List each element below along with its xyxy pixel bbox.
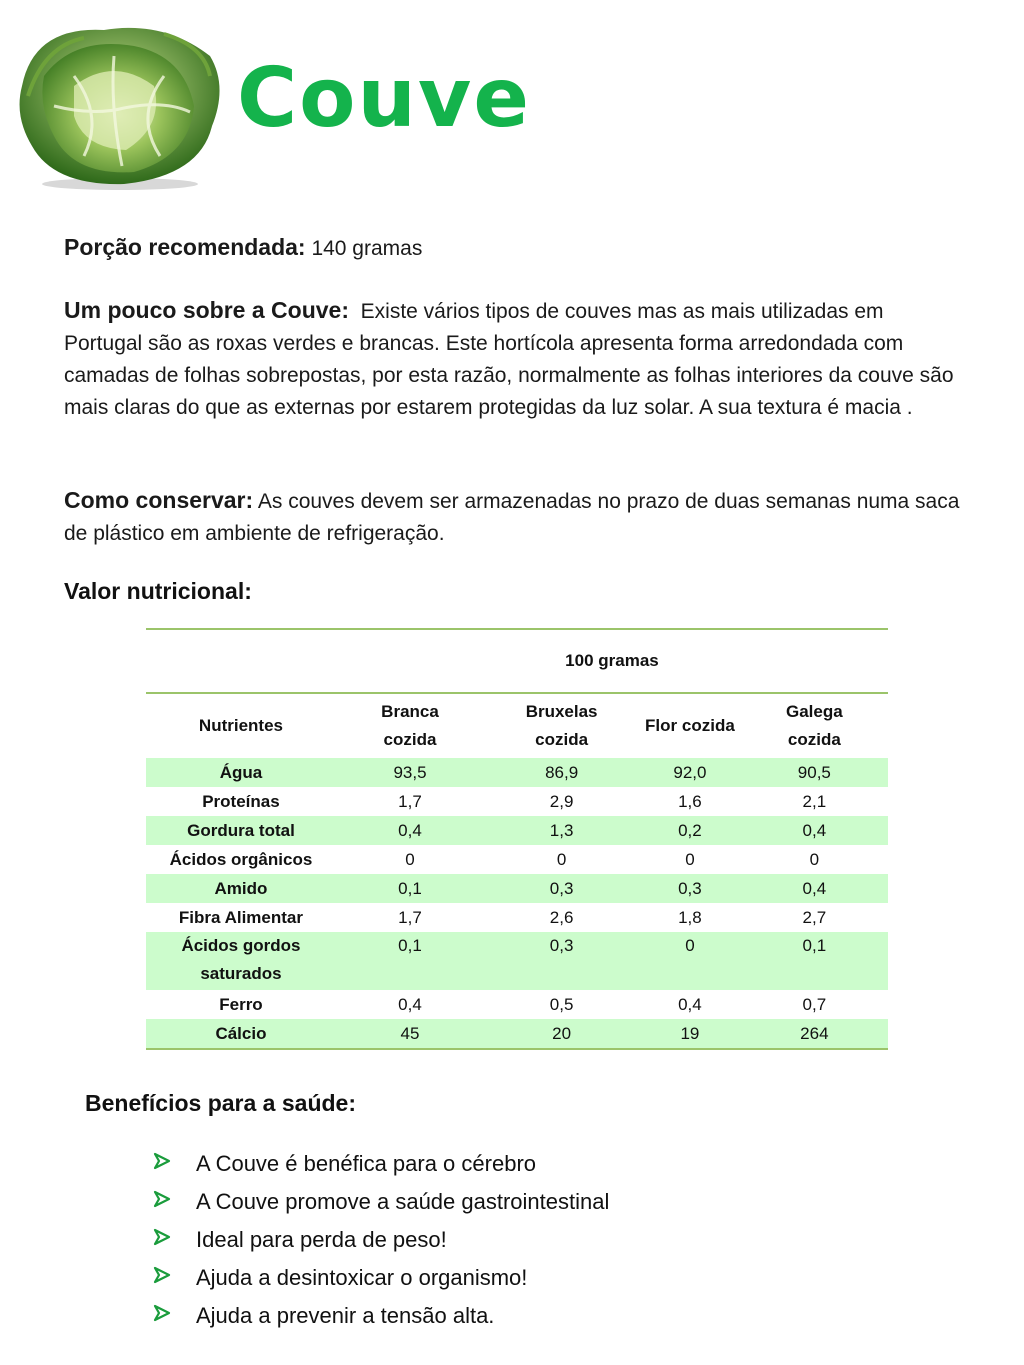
table-cell: 0,3: [639, 874, 741, 903]
nutrient-name: Fibra Alimentar: [178, 907, 303, 927]
list-item: [152, 1259, 609, 1297]
table-cell: 0,7: [802, 994, 827, 1014]
table-cell: 90,5: [741, 758, 888, 787]
benefit-text: Ajuda a desintoxicar o organismo!: [196, 1265, 528, 1290]
list-item: [152, 1145, 609, 1183]
table-row: [146, 990, 888, 1019]
benefit-text: Ideal para perda de peso!: [196, 1227, 447, 1252]
table-cell: 1,7: [398, 791, 422, 811]
table-row: [146, 874, 888, 903]
arrow-bullet-icon: [152, 1297, 196, 1335]
storage-label: Como conservar:: [64, 487, 254, 513]
table-cell: 0,2: [639, 816, 741, 845]
table-cell: 0,4: [678, 994, 702, 1014]
table-cell: 20: [484, 1019, 639, 1049]
table-cell: 0,1: [336, 874, 484, 903]
storage-paragraph: [64, 484, 964, 550]
table-cell: 0,5: [549, 994, 574, 1014]
table-cell: 2,1: [802, 791, 827, 811]
about-label: Um pouco sobre a Couve:: [64, 297, 349, 323]
about-paragraph: [64, 294, 964, 424]
benefit-text: Ajuda a prevenir a tensão alta.: [196, 1303, 495, 1328]
table-cell: 19: [639, 1019, 741, 1049]
table-cell: 93,5: [336, 758, 484, 787]
nutrient-name: Amido: [146, 874, 336, 903]
table-cell: 2,9: [549, 791, 574, 811]
table-cell: 0,1: [741, 932, 888, 990]
table-cell: 1,7: [398, 907, 422, 927]
nutrient-name: Cálcio: [146, 1019, 336, 1049]
table-cell: 0,4: [398, 994, 422, 1014]
column-header: Flor cozida: [645, 716, 735, 735]
arrow-bullet-icon: [152, 1183, 196, 1221]
table-cell: 0: [809, 849, 820, 869]
table-corner-cell: [146, 629, 336, 693]
table-cell: 2,6: [549, 907, 574, 927]
arrow-bullet-icon: [152, 1221, 196, 1259]
table-cell: 0: [556, 849, 567, 869]
arrow-bullet-icon: [152, 1145, 196, 1183]
table-cell: 0,3: [484, 874, 639, 903]
table-cell: 0,3: [484, 932, 639, 990]
column-header: Branca cozida: [381, 702, 439, 749]
table-row: [146, 758, 888, 787]
table-cell: 0: [405, 849, 415, 869]
portion-label: Porção recomendada:: [64, 234, 306, 260]
benefit-text: A Couve promove a saúde gastrointestinal: [196, 1189, 610, 1214]
nutrition-heading: Valor nutricional:: [64, 578, 252, 604]
table-row: [146, 787, 888, 816]
column-header: Nutrientes: [198, 716, 283, 735]
table-cell: 0,1: [336, 932, 484, 990]
table-cell: 45: [336, 1019, 484, 1049]
portion-paragraph: [64, 231, 964, 265]
table-row: [146, 903, 888, 932]
table-cell: 1,3: [484, 816, 639, 845]
column-header: Bruxelas cozida: [525, 702, 598, 749]
table-cell: 1,8: [678, 907, 702, 927]
table-cell: 264: [741, 1019, 888, 1049]
cabbage-icon: [14, 16, 226, 192]
page-title: Couve: [237, 51, 531, 146]
table-row: [146, 845, 888, 874]
table-row: [146, 816, 888, 845]
list-item: [152, 1297, 609, 1335]
table-cell: 0,4: [741, 874, 888, 903]
table-cell: 0: [685, 849, 695, 869]
about-text: Existe vários tipos de couves mas as mais utilizadas em Portugal são as roxas verdes e brancas. Este hortícola apresenta forma arredondada com camadas de folhas sobrepostas, por esta razão, normalmente as folhas interiores da couve são mais claras do que as externas por estarem protegidas da luz solar. A sua textura é macia .: [64, 300, 954, 419]
list-item: [152, 1221, 609, 1259]
benefits-heading: Benefícios para a saúde:: [85, 1090, 356, 1116]
nutrition-table: [146, 628, 888, 1050]
table-cell: 86,9: [484, 758, 639, 787]
nutrient-name: Ferro: [219, 994, 263, 1014]
arrow-bullet-icon: [152, 1259, 196, 1297]
nutrient-name: Ácidos gordos saturados: [146, 932, 336, 990]
list-item: [152, 1183, 609, 1221]
benefits-list: [152, 1145, 609, 1335]
table-cell: 92,0: [639, 758, 741, 787]
table-cell: 0,4: [741, 816, 888, 845]
benefit-text: A Couve é benéfica para o cérebro: [196, 1151, 537, 1176]
table-cell: 2,7: [802, 907, 827, 927]
nutrient-name: Água: [146, 758, 336, 787]
table-cell: 0: [639, 932, 741, 990]
table-row: [146, 1019, 888, 1049]
table-cell: 0,4: [336, 816, 484, 845]
group-header: 100 gramas: [336, 629, 888, 693]
nutrient-name: Proteínas: [202, 791, 280, 811]
portion-value: 140 gramas: [311, 237, 423, 260]
column-header: Galega cozida: [785, 702, 843, 749]
storage-text: As couves devem ser armazenadas no prazo de duas semanas numa saca de plástico em ambiente de refrigeração.: [64, 490, 960, 545]
nutrient-name: Ácidos orgânicos: [169, 849, 313, 869]
table-row: [146, 932, 888, 990]
nutrient-name: Gordura total: [146, 816, 336, 845]
table-cell: 1,6: [678, 791, 702, 811]
